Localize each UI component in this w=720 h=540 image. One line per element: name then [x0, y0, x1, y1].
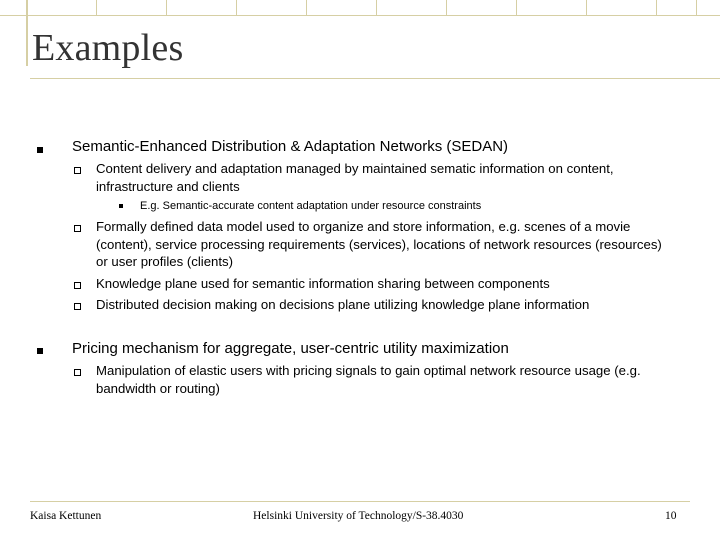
sub-bullet-marker: [74, 225, 81, 232]
sub-bullet-elastic-users: Manipulation of elastic users with pricing signals to gain optimal network resource usage (e.g. bandwidth or routing): [96, 363, 641, 396]
sub-sub-bullet-marker: [119, 204, 123, 208]
page-number: 10: [665, 510, 677, 522]
sub-bullet-marker: [74, 303, 81, 310]
top-border-decoration: [0, 0, 720, 16]
bullet-marker: [37, 348, 43, 354]
sub-bullet-decision-making: Distributed decision making on decisions plane utilizing knowledge plane information: [96, 297, 590, 312]
left-accent-bar: [26, 0, 28, 66]
slide-title: Examples: [32, 27, 184, 69]
bullet-sedan: Semantic-Enhanced Distribution & Adaptation Networks (SEDAN): [72, 138, 509, 155]
sub-bullet-data-model: Formally defined data model used to organize and store information, e.g. scenes of a movie (content), service processing requirements (services), locations of network resources (resources) or user profiles (clients): [96, 219, 662, 269]
bullet-marker: [37, 147, 43, 153]
bullet-pricing: Pricing mechanism for aggregate, user-centric utility maximization: [72, 340, 509, 357]
footer-institution: Helsinki University of Technology/S-38.4030: [253, 510, 464, 522]
sub-bullet-marker: [74, 369, 81, 376]
footer-author: Kaisa Kettunen: [30, 510, 102, 522]
sub-bullet-marker: [74, 167, 81, 174]
title-divider: [30, 78, 720, 79]
sub-bullet-content-delivery: Content delivery and adaptation managed by maintained sematic information on content, infrastructure and clients: [96, 161, 614, 194]
sub-bullet-knowledge-plane: Knowledge plane used for semantic information sharing between components: [96, 276, 550, 291]
sub-sub-bullet-example: E.g. Semantic-accurate content adaptation under resource constraints: [140, 200, 482, 212]
sub-bullet-marker: [74, 282, 81, 289]
footer-divider: [30, 501, 690, 502]
